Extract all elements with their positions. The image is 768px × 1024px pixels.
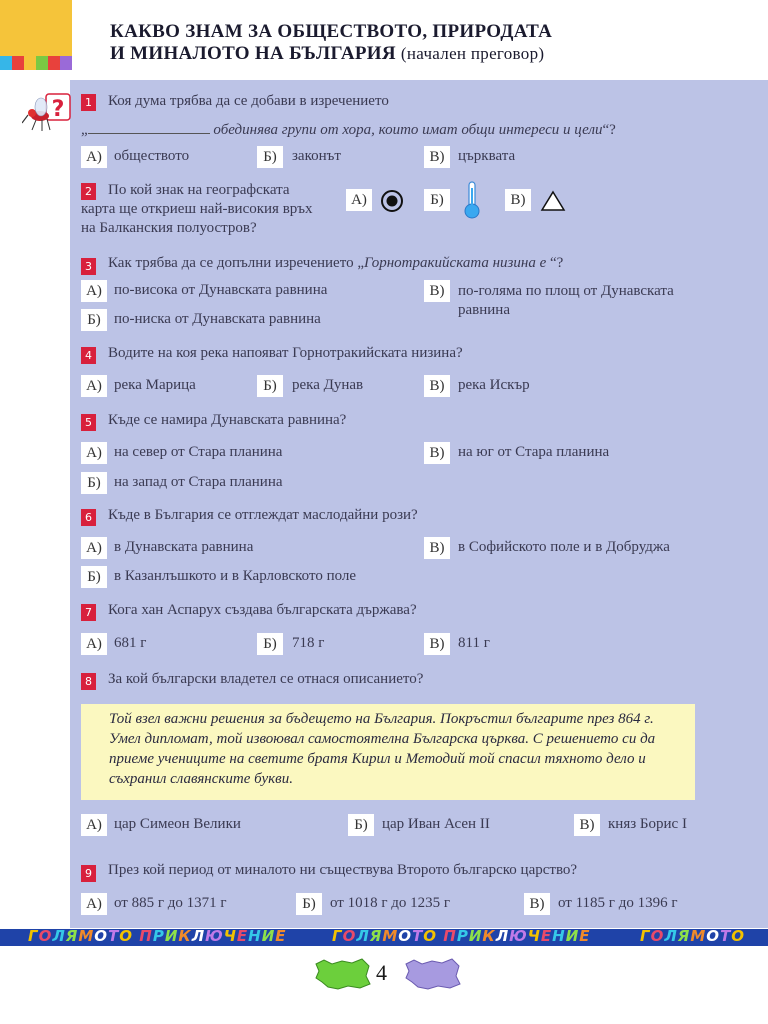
- color-stripe: [48, 56, 60, 70]
- banner-text: ГОЛЯМОТО: [640, 929, 746, 945]
- option-label[interactable]: А): [346, 189, 372, 211]
- title-subtitle: (начален преговор): [400, 44, 545, 63]
- option-label[interactable]: В): [424, 146, 450, 168]
- question-5-text: Къде се намира Дунавската равнина?: [108, 412, 347, 428]
- option-text[interactable]: река Искър: [458, 377, 530, 393]
- footer-banner: [0, 929, 768, 946]
- page-number: 4: [376, 960, 387, 985]
- color-stripe: [24, 56, 36, 70]
- option-label[interactable]: Б): [296, 893, 322, 915]
- option-label[interactable]: Б): [424, 189, 450, 211]
- question-number-9: 9: [81, 865, 96, 882]
- question-8-text: За кой български владетел се отнася описанието?: [108, 671, 424, 687]
- page-title-line2: [110, 43, 544, 65]
- question-2-text: По кой знак на географската карта ще откриеш най-високия връх на Балканския полуостров?: [81, 182, 313, 236]
- corner-block: [0, 0, 72, 56]
- option-label[interactable]: В): [424, 537, 450, 559]
- question-1-sentence: „ обединява групи от хора, които имат общи интереси и цели“?: [81, 122, 616, 138]
- option-text[interactable]: по-ниска от Дунавската равнина: [114, 311, 321, 327]
- option-label[interactable]: А): [81, 814, 107, 836]
- option-label[interactable]: Б): [257, 146, 283, 168]
- mosquito-question-icon: [22, 92, 72, 134]
- option-label[interactable]: В): [424, 280, 450, 302]
- option-label[interactable]: Б): [81, 309, 107, 331]
- dot-in-circle-icon[interactable]: [380, 189, 404, 213]
- color-stripe: [36, 56, 48, 70]
- option-text[interactable]: в Софийското поле и в Добруджа: [458, 539, 670, 555]
- option-text[interactable]: цар Симеон Велики: [114, 816, 241, 832]
- option-text[interactable]: 681 г: [114, 635, 147, 651]
- option-label[interactable]: Б): [81, 566, 107, 588]
- question-number-6: 6: [81, 509, 96, 526]
- option-text[interactable]: по-висока от Дунавската равнина: [114, 282, 328, 298]
- banner-text: ГОЛЯМОТО ПРИКЛЮЧЕНИЕ: [28, 929, 287, 945]
- color-stripe: [12, 56, 24, 70]
- option-label[interactable]: А): [81, 442, 107, 464]
- thermometer-icon[interactable]: [460, 180, 484, 220]
- option-label[interactable]: В): [505, 189, 531, 211]
- question-number-7: 7: [81, 604, 96, 621]
- option-label[interactable]: А): [81, 893, 107, 915]
- banner-text: ГОЛЯМОТО ПРИКЛЮЧЕНИЕ: [332, 929, 591, 945]
- option-text[interactable]: обществото: [114, 148, 190, 164]
- option-label[interactable]: А): [81, 146, 107, 168]
- question-number-5: 5: [81, 414, 96, 431]
- answer-blank: [88, 121, 210, 134]
- question-4-text: Водите на коя река напояват Горнотракийската низина?: [108, 345, 463, 361]
- color-stripe: [0, 56, 12, 70]
- bulgaria-map-icon: [312, 956, 372, 992]
- option-text[interactable]: от 885 г до 1371 г: [114, 895, 227, 911]
- question-number-1: 1: [81, 94, 96, 111]
- option-text[interactable]: църквата: [458, 148, 516, 164]
- option-text[interactable]: река Марица: [114, 377, 196, 393]
- option-label[interactable]: В): [424, 375, 450, 397]
- question-1-text: Коя дума трябва да се добави в изречението: [108, 93, 389, 109]
- option-label[interactable]: В): [574, 814, 600, 836]
- option-text[interactable]: на юг от Стара планина: [458, 444, 610, 460]
- title-main: И МИНАЛОТО НА БЪЛГАРИЯ: [110, 43, 396, 64]
- option-label[interactable]: В): [424, 633, 450, 655]
- option-label[interactable]: В): [424, 442, 450, 464]
- option-text[interactable]: от 1185 г до 1396 г: [558, 895, 678, 911]
- question-number-2: 2: [81, 183, 96, 200]
- question-7-text: Кога хан Аспарух създава българската държава?: [108, 602, 417, 618]
- option-label[interactable]: А): [81, 280, 107, 302]
- option-text[interactable]: по-голяма по площ от Дунавската равнина: [458, 283, 674, 318]
- question-number-4: 4: [81, 347, 96, 364]
- question-9-text: През кой период от миналото ни съществува Второто българско царство?: [108, 862, 578, 878]
- bulgaria-map-icon: [402, 956, 462, 992]
- option-text[interactable]: законът: [292, 148, 341, 164]
- page-title-line1: КАКВО ЗНАМ ЗА ОБЩЕСТВОТО, ПРИРОДАТА: [110, 21, 553, 42]
- option-text[interactable]: цар Иван Асен II: [382, 816, 490, 832]
- option-label[interactable]: Б): [257, 375, 283, 397]
- question-number-3: 3: [81, 258, 96, 275]
- option-text[interactable]: княз Борис I: [608, 816, 687, 832]
- option-label[interactable]: Б): [257, 633, 283, 655]
- option-label[interactable]: Б): [348, 814, 374, 836]
- triangle-icon[interactable]: [540, 190, 566, 212]
- description-box: Той взел важни решения за бъдещето на България. Покръстил българите през 864 г. Умел дипломат, той извоювал самостоятелна Българска църква. С решението си да приеме учениците на светите братя Кирил и Методий той спасил тяхното дело и съхранил славянските букви.: [81, 704, 695, 800]
- option-text[interactable]: в Дунавската равнина: [114, 539, 254, 555]
- option-text[interactable]: в Казанлъшкото и в Карловското поле: [114, 568, 357, 584]
- question-6-text: Къде в България се отглеждат маслодайни рози?: [108, 507, 418, 523]
- option-text[interactable]: на запад от Стара планина: [114, 474, 283, 490]
- option-label[interactable]: А): [81, 633, 107, 655]
- svg-text:?: ?: [51, 97, 65, 122]
- option-label[interactable]: Б): [81, 472, 107, 494]
- option-text[interactable]: на север от Стара планина: [114, 444, 283, 460]
- option-text[interactable]: 811 г: [458, 635, 490, 651]
- option-label[interactable]: А): [81, 375, 107, 397]
- color-stripe: [60, 56, 72, 70]
- question-number-8: 8: [81, 673, 96, 690]
- option-text[interactable]: 718 г: [292, 635, 325, 651]
- option-text[interactable]: река Дунав: [292, 377, 364, 393]
- question-3-text: Как трябва да се допълни изречението „Горнотракийската низина е “?: [108, 255, 564, 271]
- option-label[interactable]: А): [81, 537, 107, 559]
- option-label[interactable]: В): [524, 893, 550, 915]
- option-text[interactable]: от 1018 г до 1235 г: [330, 895, 451, 911]
